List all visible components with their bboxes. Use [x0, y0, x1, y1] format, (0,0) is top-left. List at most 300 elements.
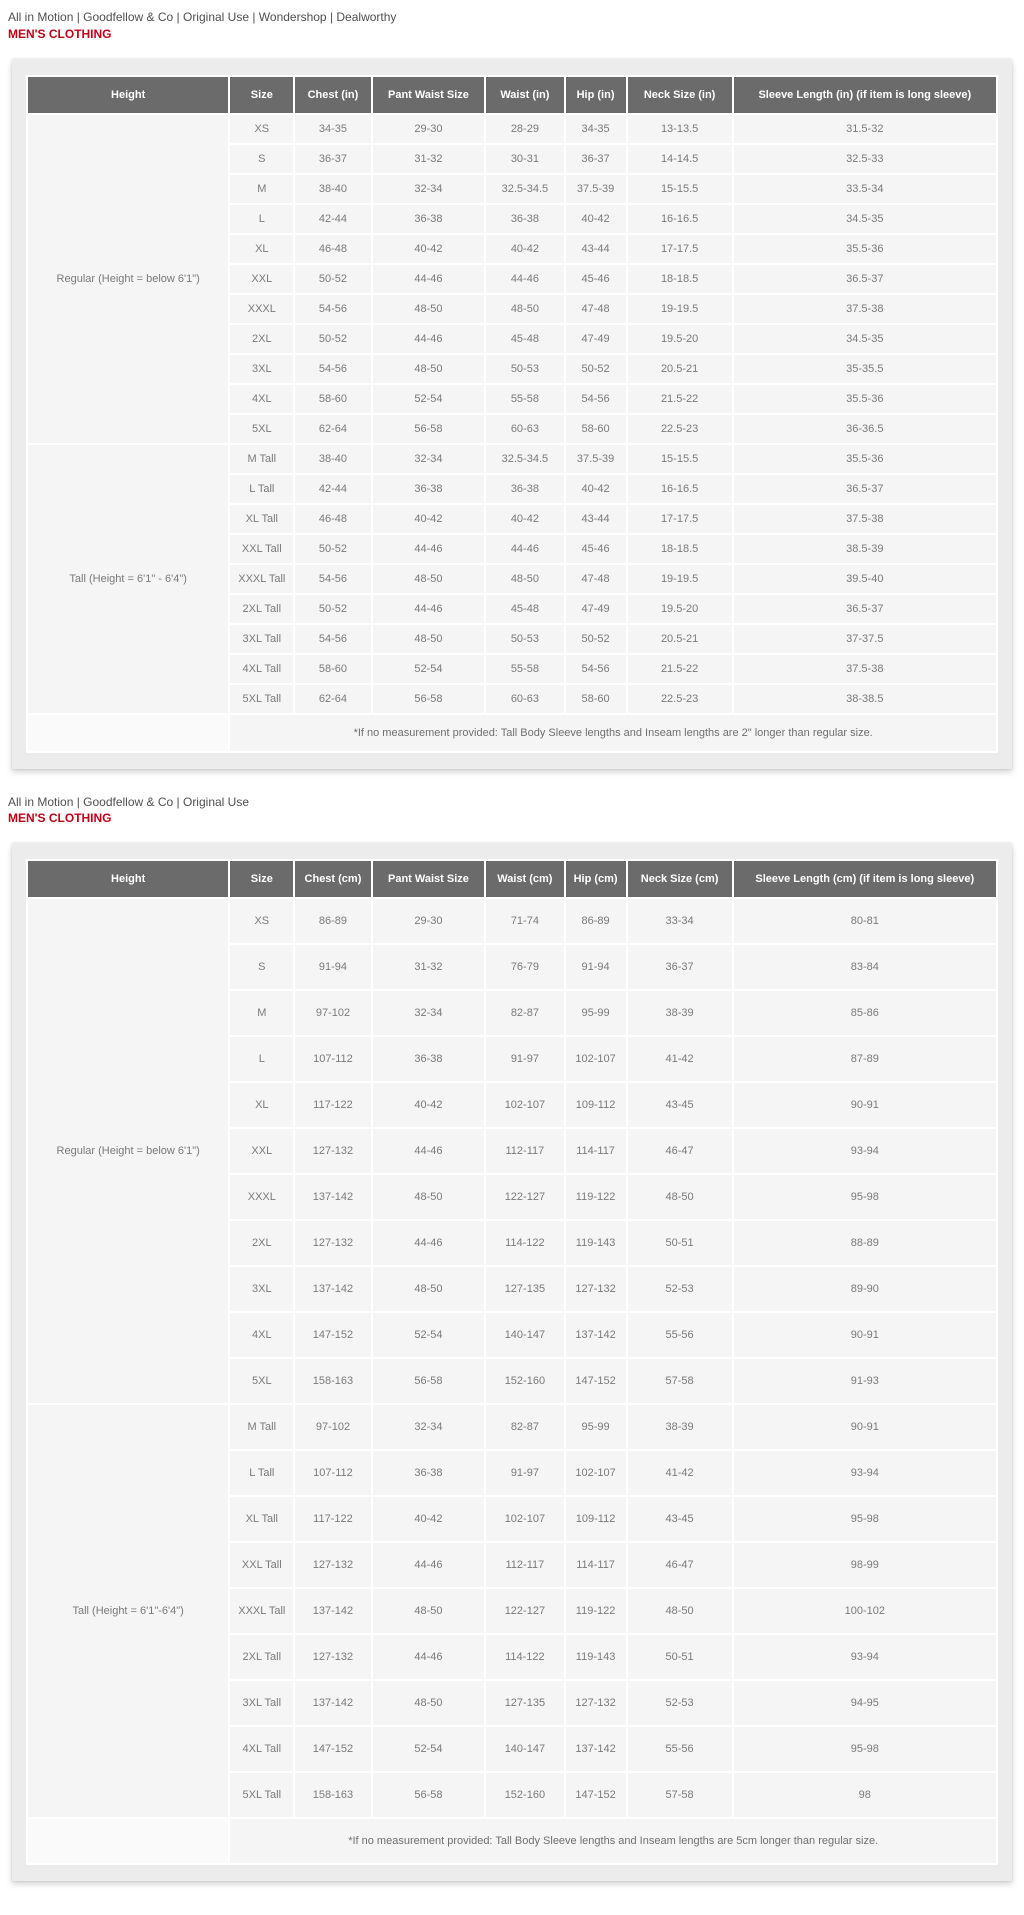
cell-waist: 91-97: [486, 1451, 563, 1495]
cell-pant_waist: 32-34: [373, 1405, 485, 1449]
cell-pant_waist: 31-32: [373, 945, 485, 989]
cell-sleeve: 90-91: [734, 1405, 996, 1449]
cell-hip: 43-44: [566, 235, 626, 263]
cell-pant_waist: 32-34: [373, 175, 485, 203]
cell-pant_waist: 40-42: [373, 1497, 485, 1541]
cell-hip: 50-52: [566, 355, 626, 383]
cell-pant_waist: 44-46: [373, 325, 485, 353]
cell-pant_waist: 40-42: [373, 1083, 485, 1127]
cell-size: 4XL Tall: [230, 655, 293, 683]
size-table: [26, 859, 998, 1865]
cell-pant_waist: 44-46: [373, 1543, 485, 1587]
cell-chest: 147-152: [295, 1727, 370, 1771]
brand-breadcrumb: All in Motion | Goodfellow & Co | Original Use: [8, 794, 250, 809]
cell-hip: 58-60: [566, 415, 626, 443]
cell-chest: 50-52: [295, 325, 370, 353]
cell-hip: 127-132: [566, 1267, 626, 1311]
cell-chest: 54-56: [295, 565, 370, 593]
cell-hip: 109-112: [566, 1497, 626, 1541]
cell-neck: 19.5-20: [628, 595, 732, 623]
column-header: Sleeve Length (in) (if item is long sleeve): [734, 77, 996, 113]
column-header: Hip (cm): [566, 861, 626, 897]
cell-waist: 122-127: [486, 1589, 563, 1633]
cell-neck: 16-16.5: [628, 205, 732, 233]
cell-chest: 62-64: [295, 415, 370, 443]
cell-sleeve: 37.5-38: [734, 655, 996, 683]
cell-hip: 114-117: [566, 1129, 626, 1173]
cell-neck: 38-39: [628, 1405, 732, 1449]
cell-chest: 62-64: [295, 685, 370, 713]
cell-waist: 50-53: [486, 355, 563, 383]
cell-sleeve: 90-91: [734, 1313, 996, 1357]
cell-sleeve: 100-102: [734, 1589, 996, 1633]
cell-neck: 19-19.5: [628, 295, 732, 323]
cell-sleeve: 35-35.5: [734, 355, 996, 383]
cell-hip: 54-56: [566, 385, 626, 413]
cell-hip: 119-122: [566, 1589, 626, 1633]
size-table: [26, 75, 998, 753]
cell-waist: 50-53: [486, 625, 563, 653]
cell-waist: 114-122: [486, 1635, 563, 1679]
cell-hip: 40-42: [566, 205, 626, 233]
cell-waist: 36-38: [486, 475, 563, 503]
column-header: Chest (in): [295, 77, 370, 113]
cell-chest: 97-102: [295, 1405, 370, 1449]
cell-neck: 16-16.5: [628, 475, 732, 503]
cell-neck: 46-47: [628, 1543, 732, 1587]
cell-neck: 19.5-20: [628, 325, 732, 353]
cell-neck: 22.5-23: [628, 415, 732, 443]
cell-pant_waist: 52-54: [373, 655, 485, 683]
table-row: [28, 115, 996, 143]
cell-size: XXXL: [230, 1175, 293, 1219]
cell-sleeve: 36.5-37: [734, 265, 996, 293]
cell-chest: 34-35: [295, 115, 370, 143]
cell-chest: 117-122: [295, 1497, 370, 1541]
cell-waist: 48-50: [486, 565, 563, 593]
cell-waist: 36-38: [486, 205, 563, 233]
cell-chest: 137-142: [295, 1175, 370, 1219]
cell-pant_waist: 40-42: [373, 505, 485, 533]
cell-size: 5XL Tall: [230, 685, 293, 713]
cell-size: 5XL Tall: [230, 1773, 293, 1817]
cell-size: 2XL: [230, 325, 293, 353]
cell-hip: 95-99: [566, 1405, 626, 1449]
cell-waist: 76-79: [486, 945, 563, 989]
cell-neck: 21.5-22: [628, 655, 732, 683]
cell-size: 3XL Tall: [230, 1681, 293, 1725]
cell-pant_waist: 44-46: [373, 1221, 485, 1265]
cell-waist: 40-42: [486, 505, 563, 533]
cell-chest: 54-56: [295, 355, 370, 383]
cell-sleeve: 88-89: [734, 1221, 996, 1265]
table-footnote: *If no measurement provided: Tall Body Sleeve lengths and Inseam lengths are 2" longer than regular size.: [230, 715, 996, 751]
cell-size: XXXL Tall: [230, 565, 293, 593]
cell-hip: 40-42: [566, 475, 626, 503]
cell-chest: 46-48: [295, 505, 370, 533]
cell-hip: 119-143: [566, 1221, 626, 1265]
cell-pant_waist: 48-50: [373, 295, 485, 323]
cell-chest: 127-132: [295, 1129, 370, 1173]
cell-sleeve: 91-93: [734, 1359, 996, 1403]
cell-waist: 40-42: [486, 235, 563, 263]
cell-pant_waist: 36-38: [373, 475, 485, 503]
column-header: Pant Waist Size: [373, 77, 485, 113]
cell-pant_waist: 31-32: [373, 145, 485, 173]
cell-hip: 86-89: [566, 899, 626, 943]
cell-hip: 47-48: [566, 565, 626, 593]
cell-chest: 158-163: [295, 1773, 370, 1817]
cell-waist: 102-107: [486, 1497, 563, 1541]
cell-sleeve: 38.5-39: [734, 535, 996, 563]
cell-chest: 107-112: [295, 1037, 370, 1081]
column-header: Chest (cm): [295, 861, 370, 897]
cell-waist: 44-46: [486, 265, 563, 293]
cell-pant_waist: 48-50: [373, 355, 485, 383]
cell-chest: 127-132: [295, 1221, 370, 1265]
cell-pant_waist: 32-34: [373, 445, 485, 473]
cell-chest: 147-152: [295, 1313, 370, 1357]
cell-sleeve: 35.5-36: [734, 235, 996, 263]
table-row: [28, 899, 996, 943]
cell-waist: 55-58: [486, 385, 563, 413]
category-title: MEN'S CLOTHING: [8, 811, 112, 826]
cell-size: M: [230, 175, 293, 203]
height-group-label: Regular (Height = below 6'1"): [28, 115, 228, 443]
cell-neck: 46-47: [628, 1129, 732, 1173]
cell-sleeve: 36.5-37: [734, 475, 996, 503]
height-group-label: Tall (Height = 6'1" - 6'4"): [28, 445, 228, 713]
table-footnote: *If no measurement provided: Tall Body Sleeve lengths and Inseam lengths are 5cm longer than regular size.: [230, 1819, 996, 1863]
cell-chest: 97-102: [295, 991, 370, 1035]
cell-neck: 38-39: [628, 991, 732, 1035]
cell-chest: 36-37: [295, 145, 370, 173]
cell-waist: 152-160: [486, 1359, 563, 1403]
cell-sleeve: 34.5-35: [734, 205, 996, 233]
footnote-spacer: [28, 715, 228, 751]
cell-sleeve: 93-94: [734, 1451, 996, 1495]
column-header: Size: [230, 861, 293, 897]
cell-pant_waist: 52-54: [373, 1313, 485, 1357]
cell-size: 3XL Tall: [230, 625, 293, 653]
cell-sleeve: 36-36.5: [734, 415, 996, 443]
cell-waist: 55-58: [486, 655, 563, 683]
table-row: [28, 1405, 996, 1449]
cell-size: L: [230, 1037, 293, 1081]
cell-sleeve: 83-84: [734, 945, 996, 989]
cell-hip: 37.5-39: [566, 175, 626, 203]
cell-hip: 119-143: [566, 1635, 626, 1679]
cell-neck: 33-34: [628, 899, 732, 943]
cell-size: XXL Tall: [230, 535, 293, 563]
cell-waist: 48-50: [486, 295, 563, 323]
cell-waist: 32.5-34.5: [486, 175, 563, 203]
cell-hip: 147-152: [566, 1359, 626, 1403]
cell-waist: 45-48: [486, 325, 563, 353]
cell-hip: 147-152: [566, 1773, 626, 1817]
cell-hip: 127-132: [566, 1681, 626, 1725]
column-header: Neck Size (in): [628, 77, 732, 113]
cell-chest: 107-112: [295, 1451, 370, 1495]
cell-sleeve: 34.5-35: [734, 325, 996, 353]
cell-hip: 114-117: [566, 1543, 626, 1587]
cell-waist: 140-147: [486, 1313, 563, 1357]
cell-hip: 119-122: [566, 1175, 626, 1219]
cell-neck: 52-53: [628, 1681, 732, 1725]
cell-neck: 57-58: [628, 1359, 732, 1403]
header-row: [28, 77, 996, 113]
cell-size: L Tall: [230, 475, 293, 503]
column-header: Height: [28, 77, 228, 113]
cell-waist: 30-31: [486, 145, 563, 173]
cell-size: L Tall: [230, 1451, 293, 1495]
cell-sleeve: 35.5-36: [734, 385, 996, 413]
cell-hip: 36-37: [566, 145, 626, 173]
cell-hip: 45-46: [566, 265, 626, 293]
cell-waist: 140-147: [486, 1727, 563, 1771]
cell-chest: 58-60: [295, 655, 370, 683]
column-header: Waist (cm): [486, 861, 563, 897]
cell-sleeve: 80-81: [734, 899, 996, 943]
cell-hip: 109-112: [566, 1083, 626, 1127]
cell-neck: 57-58: [628, 1773, 732, 1817]
cell-waist: 82-87: [486, 991, 563, 1035]
cell-chest: 42-44: [295, 475, 370, 503]
cell-size: S: [230, 145, 293, 173]
cell-neck: 19-19.5: [628, 565, 732, 593]
cell-neck: 18-18.5: [628, 265, 732, 293]
cell-size: 2XL: [230, 1221, 293, 1265]
cell-sleeve: 98: [734, 1773, 996, 1817]
cell-sleeve: 36.5-37: [734, 595, 996, 623]
cell-chest: 38-40: [295, 445, 370, 473]
cell-pant_waist: 32-34: [373, 991, 485, 1035]
cell-pant_waist: 44-46: [373, 535, 485, 563]
cell-sleeve: 87-89: [734, 1037, 996, 1081]
cell-pant_waist: 44-46: [373, 1635, 485, 1679]
cell-chest: 38-40: [295, 175, 370, 203]
cell-size: 3XL: [230, 355, 293, 383]
cell-pant_waist: 52-54: [373, 385, 485, 413]
cell-chest: 137-142: [295, 1681, 370, 1725]
cell-size: XXXL Tall: [230, 1589, 293, 1633]
cell-waist: 102-107: [486, 1083, 563, 1127]
cell-chest: 46-48: [295, 235, 370, 263]
column-header: Sleeve Length (cm) (if item is long sleeve): [734, 861, 996, 897]
cell-size: 4XL: [230, 385, 293, 413]
cell-size: M Tall: [230, 445, 293, 473]
cell-chest: 50-52: [295, 265, 370, 293]
cell-size: XXXL: [230, 295, 293, 323]
cell-waist: 127-135: [486, 1267, 563, 1311]
cell-chest: 137-142: [295, 1589, 370, 1633]
cell-sleeve: 95-98: [734, 1727, 996, 1771]
column-header: Height: [28, 861, 228, 897]
footnote-row: [28, 1819, 996, 1863]
cell-size: XXL Tall: [230, 1543, 293, 1587]
cell-pant_waist: 36-38: [373, 1037, 485, 1081]
cell-neck: 22.5-23: [628, 685, 732, 713]
footnote-row: [28, 715, 996, 751]
cell-chest: 42-44: [295, 205, 370, 233]
category-title: MEN'S CLOTHING: [8, 26, 112, 41]
cell-sleeve: 37.5-38: [734, 505, 996, 533]
cell-pant_waist: 44-46: [373, 1129, 485, 1173]
cell-waist: 28-29: [486, 115, 563, 143]
table-row: [28, 445, 996, 473]
footnote-spacer: [28, 1819, 228, 1863]
cell-hip: 102-107: [566, 1451, 626, 1495]
cell-hip: 45-46: [566, 535, 626, 563]
cell-waist: 71-74: [486, 899, 563, 943]
cell-neck: 41-42: [628, 1037, 732, 1081]
cell-chest: 58-60: [295, 385, 370, 413]
cell-sleeve: 95-98: [734, 1175, 996, 1219]
cell-size: XL Tall: [230, 505, 293, 533]
cell-waist: 152-160: [486, 1773, 563, 1817]
column-header: Pant Waist Size: [373, 861, 485, 897]
cell-sleeve: 93-94: [734, 1635, 996, 1679]
cell-waist: 60-63: [486, 415, 563, 443]
cell-hip: 137-142: [566, 1313, 626, 1357]
cell-hip: 58-60: [566, 685, 626, 713]
cell-neck: 15-15.5: [628, 445, 732, 473]
cell-pant_waist: 48-50: [373, 565, 485, 593]
cell-sleeve: 98-99: [734, 1543, 996, 1587]
cell-neck: 21.5-22: [628, 385, 732, 413]
column-header: Size: [230, 77, 293, 113]
cell-sleeve: 37-37.5: [734, 625, 996, 653]
cell-neck: 55-56: [628, 1313, 732, 1357]
cell-size: L: [230, 205, 293, 233]
cell-size: 4XL: [230, 1313, 293, 1357]
cell-pant_waist: 48-50: [373, 625, 485, 653]
cell-chest: 50-52: [295, 535, 370, 563]
cell-hip: 137-142: [566, 1727, 626, 1771]
cell-size: XL: [230, 235, 293, 263]
cell-chest: 54-56: [295, 625, 370, 653]
cell-pant_waist: 48-50: [373, 1681, 485, 1725]
cell-pant_waist: 29-30: [373, 115, 485, 143]
cell-size: XXL: [230, 1129, 293, 1173]
cell-pant_waist: 56-58: [373, 1359, 485, 1403]
cell-hip: 91-94: [566, 945, 626, 989]
cell-neck: 17-17.5: [628, 235, 732, 263]
cell-neck: 18-18.5: [628, 535, 732, 563]
cell-neck: 14-14.5: [628, 145, 732, 173]
chart-section: [8, 8, 1024, 769]
cell-sleeve: 37.5-38: [734, 295, 996, 323]
cell-pant_waist: 48-50: [373, 1589, 485, 1633]
cell-chest: 117-122: [295, 1083, 370, 1127]
cell-neck: 48-50: [628, 1589, 732, 1633]
cell-hip: 54-56: [566, 655, 626, 683]
cell-hip: 47-49: [566, 595, 626, 623]
size-chart-panel: [12, 843, 1012, 1881]
cell-size: XS: [230, 899, 293, 943]
cell-size: XL Tall: [230, 1497, 293, 1541]
cell-chest: 127-132: [295, 1543, 370, 1587]
cell-hip: 47-49: [566, 325, 626, 353]
column-header: Neck Size (cm): [628, 861, 732, 897]
cell-sleeve: 89-90: [734, 1267, 996, 1311]
cell-size: XS: [230, 115, 293, 143]
cell-pant_waist: 52-54: [373, 1727, 485, 1771]
cell-size: XXL: [230, 265, 293, 293]
cell-pant_waist: 29-30: [373, 899, 485, 943]
cell-size: 2XL Tall: [230, 595, 293, 623]
cell-waist: 112-117: [486, 1543, 563, 1587]
cell-hip: 43-44: [566, 505, 626, 533]
cell-neck: 15-15.5: [628, 175, 732, 203]
cell-chest: 91-94: [295, 945, 370, 989]
cell-pant_waist: 44-46: [373, 265, 485, 293]
cell-waist: 32.5-34.5: [486, 445, 563, 473]
cell-size: XL: [230, 1083, 293, 1127]
cell-pant_waist: 56-58: [373, 415, 485, 443]
cell-neck: 52-53: [628, 1267, 732, 1311]
cell-sleeve: 90-91: [734, 1083, 996, 1127]
cell-size: 5XL: [230, 1359, 293, 1403]
cell-pant_waist: 36-38: [373, 1451, 485, 1495]
cell-waist: 45-48: [486, 595, 563, 623]
cell-size: M Tall: [230, 1405, 293, 1449]
cell-neck: 13-13.5: [628, 115, 732, 143]
cell-neck: 48-50: [628, 1175, 732, 1219]
chart-section: [8, 793, 1024, 1882]
cell-hip: 102-107: [566, 1037, 626, 1081]
cell-chest: 50-52: [295, 595, 370, 623]
cell-size: M: [230, 991, 293, 1035]
cell-size: 2XL Tall: [230, 1635, 293, 1679]
cell-waist: 44-46: [486, 535, 563, 563]
brand-breadcrumb: All in Motion | Goodfellow & Co | Original Use | Wondershop | Dealworthy: [8, 10, 397, 24]
cell-neck: 50-51: [628, 1635, 732, 1679]
cell-neck: 43-45: [628, 1083, 732, 1127]
cell-hip: 47-48: [566, 295, 626, 323]
cell-neck: 55-56: [628, 1727, 732, 1771]
cell-neck: 20.5-21: [628, 355, 732, 383]
cell-size: 4XL Tall: [230, 1727, 293, 1771]
cell-hip: 50-52: [566, 625, 626, 653]
size-chart-panel: [12, 59, 1012, 769]
cell-neck: 36-37: [628, 945, 732, 989]
cell-hip: 37.5-39: [566, 445, 626, 473]
cell-pant_waist: 44-46: [373, 595, 485, 623]
cell-sleeve: 94-95: [734, 1681, 996, 1725]
cell-pant_waist: 36-38: [373, 205, 485, 233]
column-header: Waist (in): [486, 77, 563, 113]
cell-sleeve: 35.5-36: [734, 445, 996, 473]
cell-pant_waist: 56-58: [373, 1773, 485, 1817]
cell-size: 3XL: [230, 1267, 293, 1311]
cell-chest: 86-89: [295, 899, 370, 943]
cell-waist: 91-97: [486, 1037, 563, 1081]
cell-neck: 43-45: [628, 1497, 732, 1541]
cell-sleeve: 38-38.5: [734, 685, 996, 713]
cell-pant_waist: 48-50: [373, 1267, 485, 1311]
cell-neck: 17-17.5: [628, 505, 732, 533]
cell-pant_waist: 48-50: [373, 1175, 485, 1219]
cell-size: S: [230, 945, 293, 989]
cell-pant_waist: 40-42: [373, 235, 485, 263]
cell-neck: 41-42: [628, 1451, 732, 1495]
cell-sleeve: 32.5-33: [734, 145, 996, 173]
height-group-label: Tall (Height = 6'1"-6'4"): [28, 1405, 228, 1817]
cell-waist: 82-87: [486, 1405, 563, 1449]
header-row: [28, 861, 996, 897]
cell-sleeve: 39.5-40: [734, 565, 996, 593]
